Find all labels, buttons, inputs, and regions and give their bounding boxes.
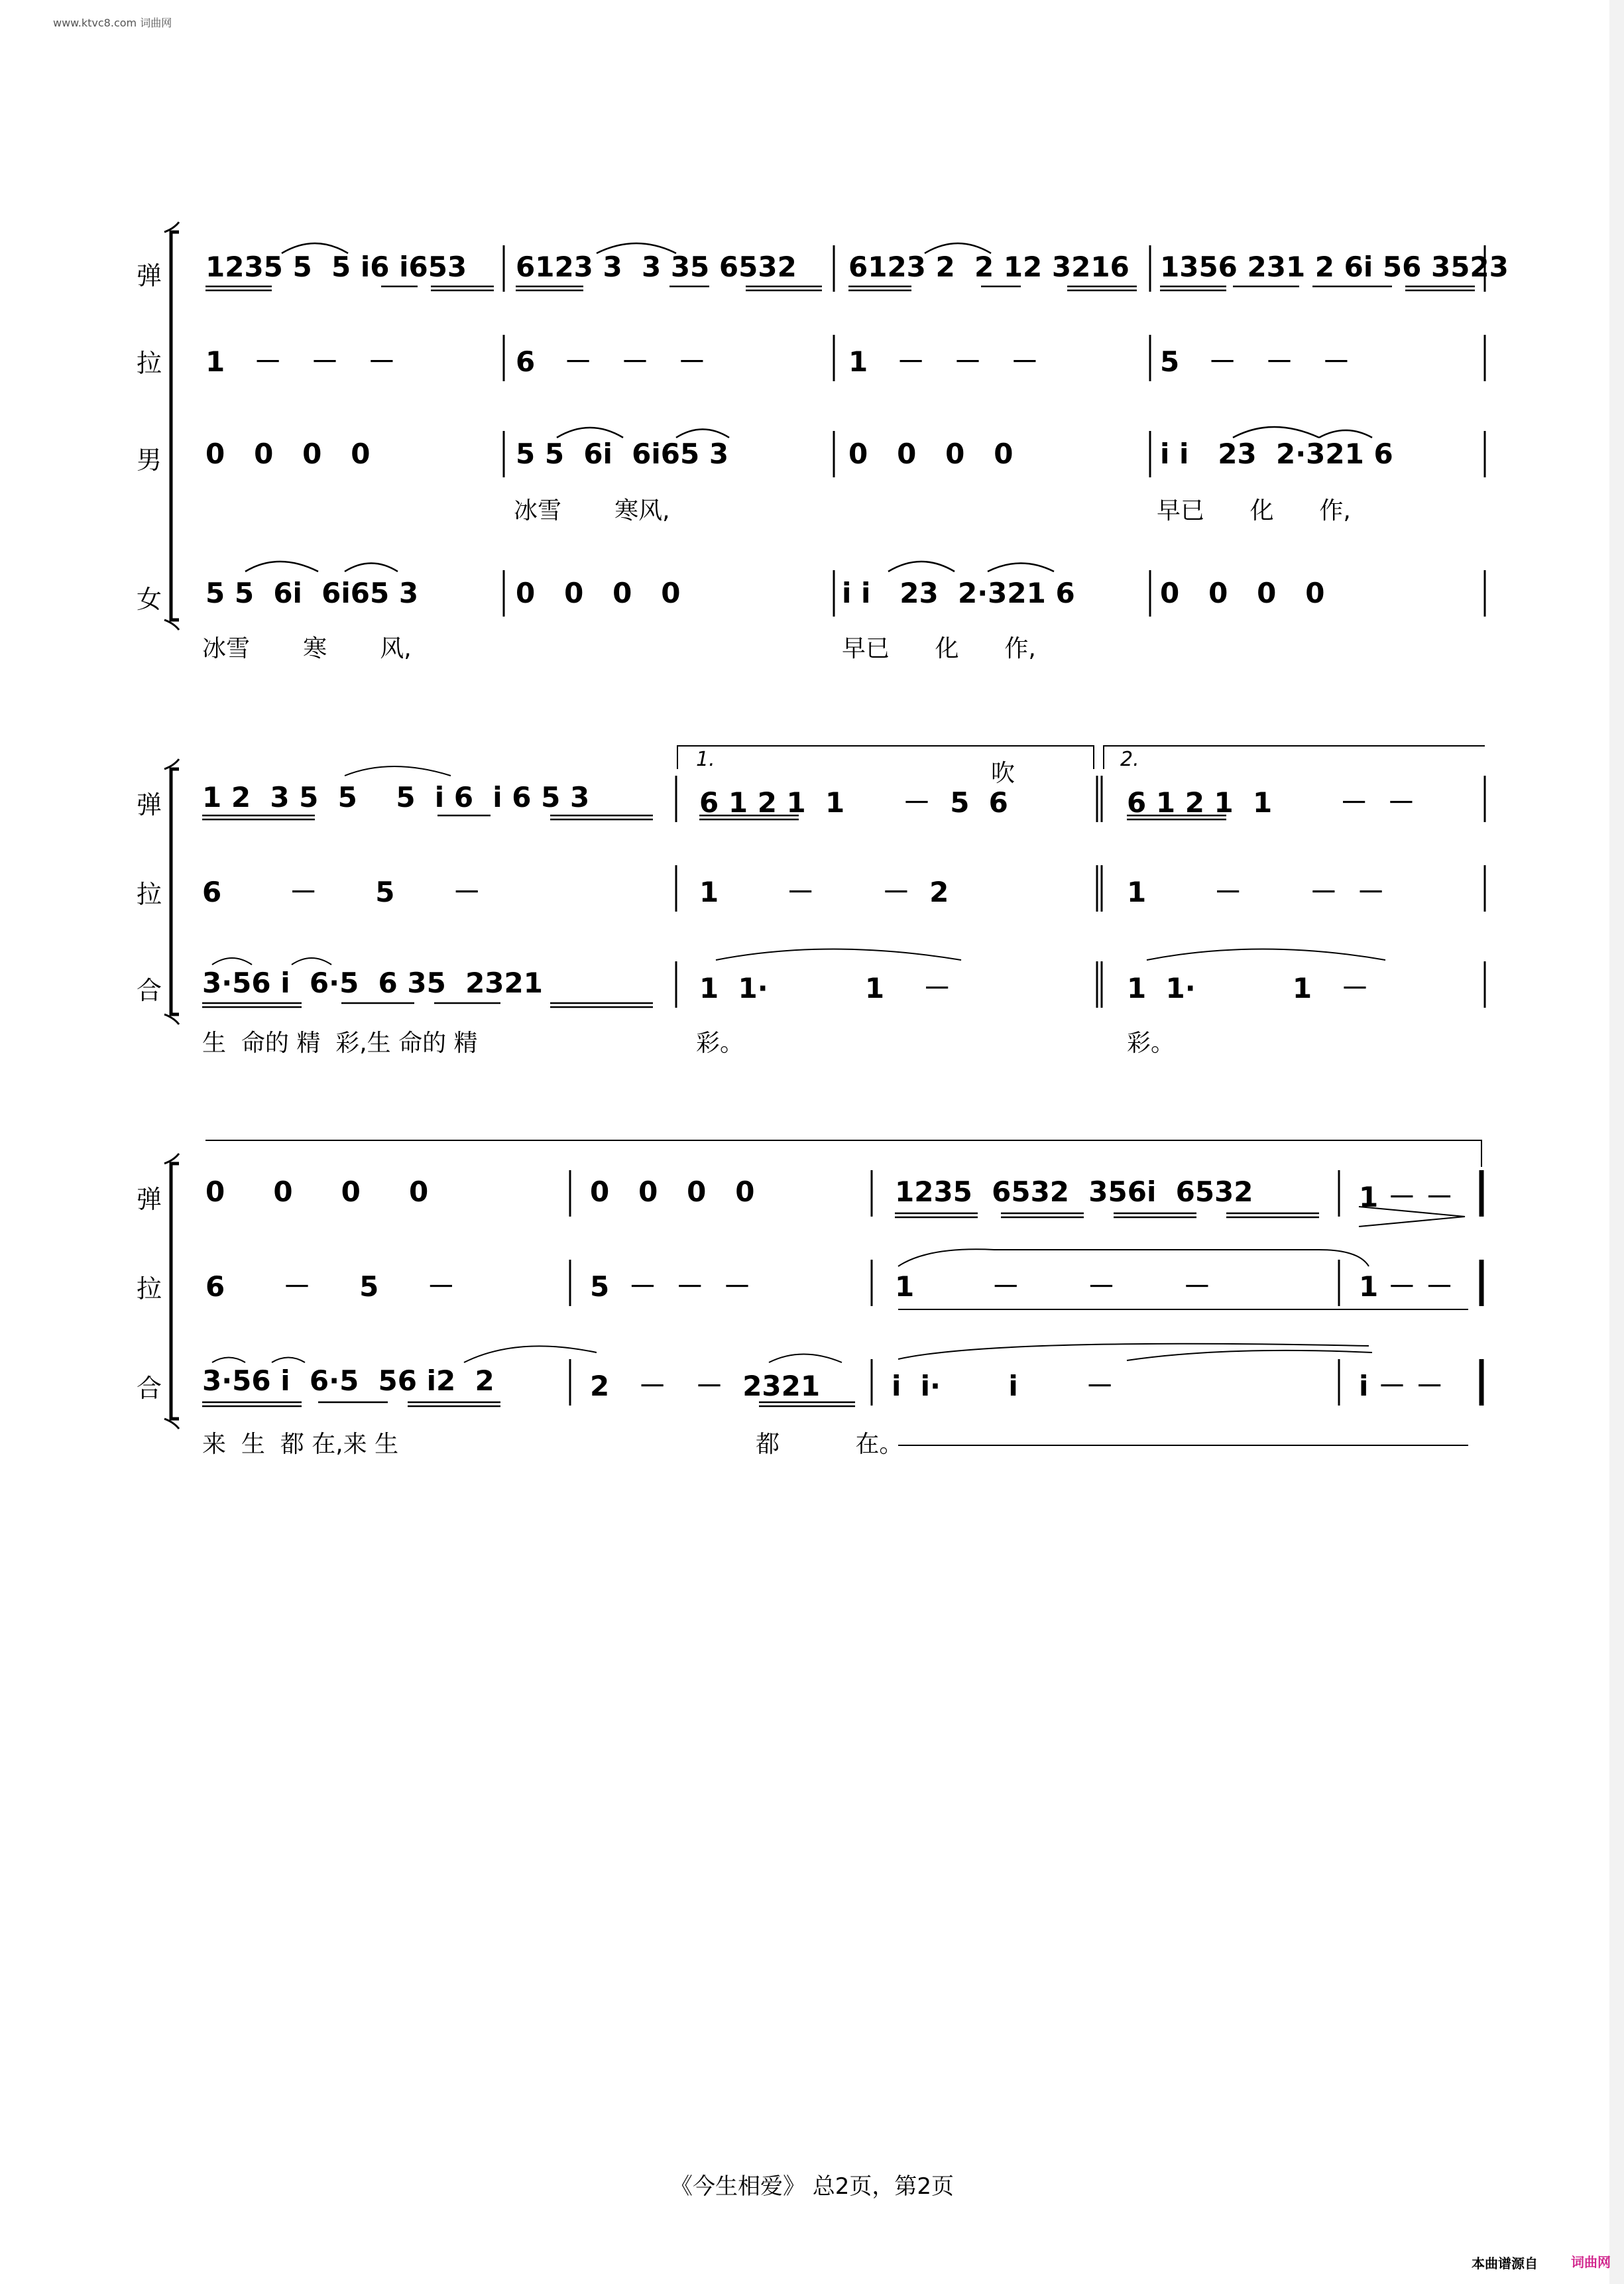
page-footer: 《今生相爱》 总2页，第2页 [669, 2173, 955, 2200]
measure: 6 － 5 － [205, 1270, 455, 1303]
measure: 1 1· 1 － [699, 972, 951, 1004]
measure: 1 － － [1359, 1181, 1454, 1213]
volta-1: 1. [696, 748, 715, 771]
measure: 0 0 0 0 [516, 577, 681, 609]
measure: 1 － － － [1127, 876, 1385, 908]
measure: i i 23 2·321 6 [842, 577, 1075, 609]
part-label-nan: 男 [136, 446, 162, 475]
lyric-line: 早已 化 作, [1157, 497, 1351, 524]
cue-text: 吹 [991, 760, 1015, 787]
measure: 0 0 0 0 [205, 438, 371, 470]
measure: 1 － － － [205, 345, 396, 378]
lyric-line: 生 命的 精 彩,生 命的 精 [202, 1030, 478, 1057]
part-label-la: 拉 [136, 349, 162, 378]
measure: 0 0 0 0 [848, 438, 1014, 470]
measure: 6 1 2 1 1 － 5 6 [699, 786, 1008, 819]
measure: 3·56 i 6·5 56 i2 2 [202, 1364, 494, 1397]
measure: 1 － － － [895, 1270, 1211, 1303]
part-label-nv: 女 [136, 585, 162, 614]
measure: i i· i － [892, 1370, 1114, 1402]
measure: 2 － － 2321 [590, 1370, 821, 1402]
lyric-line: 早已 化 作, [842, 635, 1036, 662]
measure: 1 － － － [848, 345, 1039, 378]
lyric-line: 来 生 都 在,来 生 [202, 1431, 399, 1458]
measure: 0 0 0 0 [1160, 577, 1325, 609]
measure: 6123 2 2 12 3216 [848, 251, 1130, 283]
part-label-tan: 弹 [136, 790, 162, 819]
part-label-tan: 弹 [136, 261, 162, 290]
lyric-line: 冰雪 寒 风, [202, 635, 412, 662]
measure: 3·56 i 6·5 6 35 2321 [202, 967, 543, 999]
measure: 1 － － 2 [699, 876, 949, 908]
measure: 1 1· 1 － [1127, 972, 1369, 1004]
measure: 0 0 0 0 [205, 1175, 429, 1208]
measure: 1 2 3 5 5 5 i 6 i 6 5 3 [202, 781, 590, 813]
lyric-line: 彩。 [696, 1030, 744, 1057]
measure: 6 － － － [516, 345, 706, 378]
measure: 1356 231 2 6i 56 3523 [1160, 251, 1509, 283]
measure: 6123 3 3 35 6532 [516, 251, 797, 283]
part-label-la: 拉 [136, 880, 162, 909]
measure: i i 23 2·321 6 [1160, 438, 1393, 470]
measure: 5 5 6i 6i65 3 [205, 577, 419, 609]
measure: 1235 5 5 i6 i653 [205, 251, 467, 283]
part-label-tan: 弹 [136, 1185, 162, 1214]
measure: i － － [1359, 1370, 1444, 1402]
volta-2: 2. [1120, 748, 1139, 771]
measure: 6 1 2 1 1 － － [1127, 786, 1415, 819]
site-watermark: www.ktvc8.com 词曲网 [53, 17, 172, 29]
lyric-line: 冰雪 寒风, [514, 497, 670, 524]
measure: 6 － 5 － [202, 876, 481, 908]
source-note: 本曲谱源自 [1472, 2255, 1538, 2271]
measure: 5 － － － [1160, 345, 1350, 378]
measure: 5 5 6i 6i65 3 [516, 438, 729, 470]
measure: 1235 6532 356i 6532 [895, 1175, 1253, 1208]
measure: 0 0 0 0 [590, 1175, 755, 1208]
lyric-line: 都 在。 [756, 1431, 903, 1458]
part-label-la: 拉 [136, 1274, 162, 1303]
measure: 5 － － － [590, 1270, 751, 1303]
part-label-he: 合 [136, 976, 162, 1005]
site-logo: 词曲网 [1571, 2254, 1611, 2270]
part-label-he: 合 [136, 1374, 162, 1403]
measure: 1 － － [1359, 1270, 1454, 1303]
lyric-line: 彩。 [1127, 1030, 1175, 1057]
